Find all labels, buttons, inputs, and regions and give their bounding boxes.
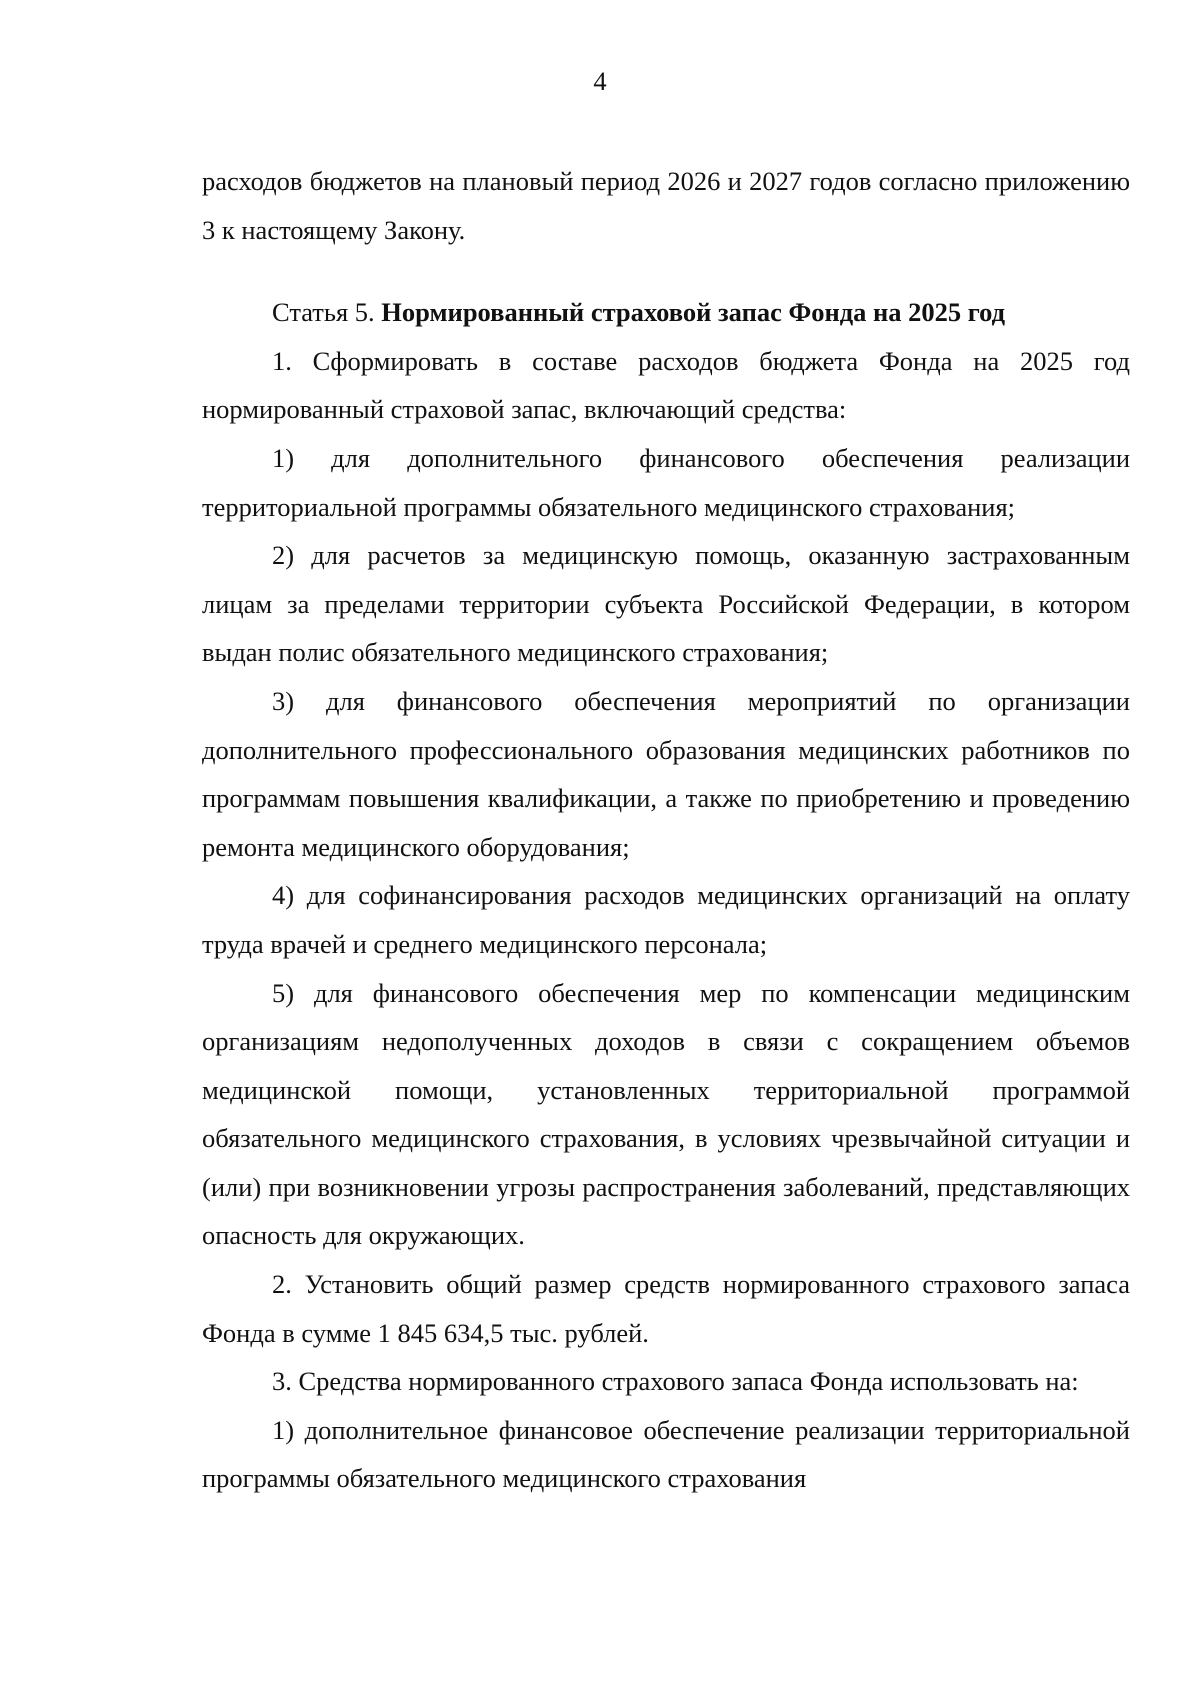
list-item-2: 2) для расчетов за медицинскую помощь, оказанную застрахованным лицам за пределами территории субъекта Российской Федерации, в котором выдан полис обязательного медицинского страхования; (202, 540, 1130, 668)
continuation-paragraph: расходов бюджетов на плановый период 2026 и 2027 годов согласно приложению 3 к настоящему Закону. (202, 166, 1130, 245)
article-title: Нормированный страховой запас Фонда на 2025 год (381, 297, 1006, 328)
paragraph-1: 1. Сформировать в составе расходов бюджета Фонда на 2025 год нормированный страховой запас, включающий средства: (202, 345, 1130, 425)
article-label: Статья 5. (272, 297, 382, 328)
list-item-4: 4) для софинансирования расходов медицинских организаций на оплату труда врачей и среднего медицинского персонала; (202, 880, 1130, 959)
list-item-6: 1) дополнительное финансовое обеспечение реализации территориальной программы обязательного медицинского страхования (202, 1414, 1130, 1494)
page-number: 4 (593, 66, 607, 96)
list-item-1: 1) для дополнительного финансового обеспечения реализации территориальной программы обязательного медицинского страхования; (202, 442, 1130, 522)
paragraph-2: 2. Установить общий размер средств нормированного страхового запаса Фонда в сумме 1 845 634,5 тыс. рублей. (202, 1269, 1130, 1348)
list-item-5: 5) для финансового обеспечения мер по компенсации медицинским организациям недополученных доходов в связи с сокращением объемов медицинской помощи, установленных территориальной программой обязательного медицинского страхования, в условиях чрезвычайной ситуации и (или) при возникновении угрозы распространения заболеваний, представляющих опасность для окружающих. (202, 977, 1130, 1251)
paragraph-3: 3. Средства нормированного страхового запаса Фонда использовать на: (272, 1366, 1079, 1397)
document-body (202, 157, 1130, 1503)
article-heading (202, 288, 1130, 337)
list-item-3: 3) для финансового обеспечения мероприятий по организации дополнительного профессионального образования медицинских работников по программам повышения квалификации, а также по приобретению и проведению ремонта медицинского оборудования; (202, 685, 1130, 862)
